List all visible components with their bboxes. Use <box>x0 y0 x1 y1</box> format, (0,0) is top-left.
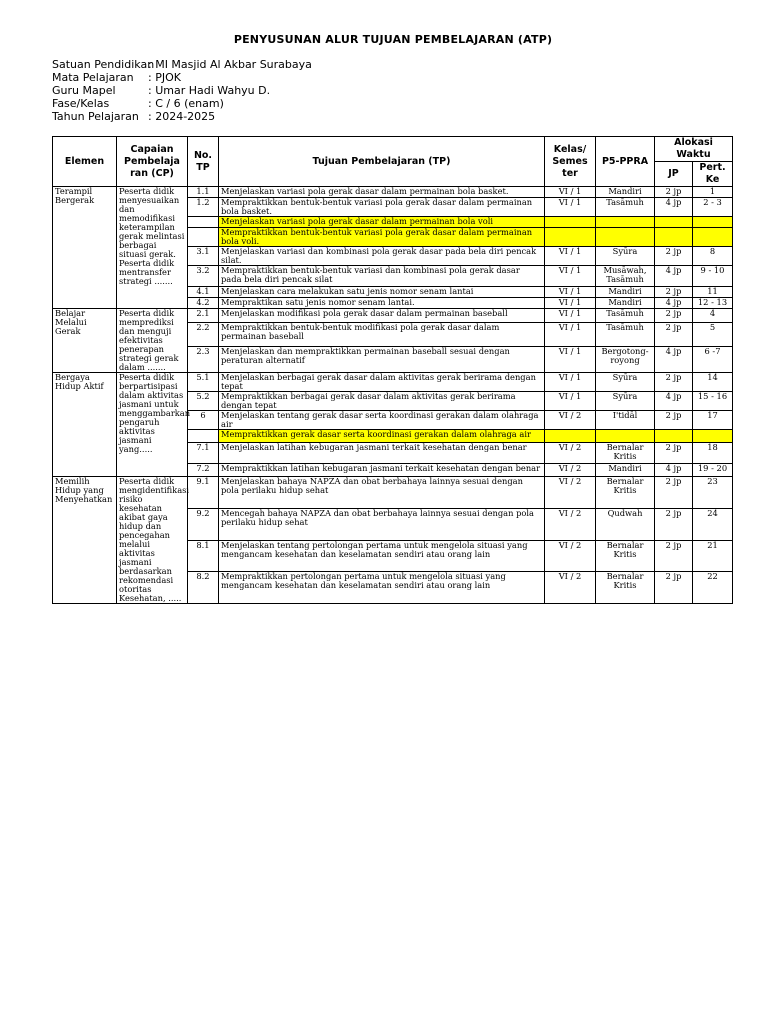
tp-text: Menjelaskan variasi dan kombinasi pola gerak dasar pada bela diri pencak silat. <box>219 247 545 266</box>
header-tp: Tujuan Pembelajaran (TP) <box>219 137 545 187</box>
pertemuan-ke <box>693 228 733 247</box>
info-row <box>52 71 312 84</box>
tp-number: 8.2 <box>188 572 219 604</box>
kelas-semester: VI / 2 <box>545 477 596 509</box>
pertemuan-ke: 6 -7 <box>693 346 733 372</box>
info-label: Guru Mapel <box>52 84 116 97</box>
jp-value: 2 jp <box>655 443 693 464</box>
tp-number: 2.1 <box>188 309 219 323</box>
header-jp: JP <box>655 162 693 187</box>
tp-text: Menjelaskan cara melakukan satu jenis nomor senam lantai <box>219 287 545 298</box>
p5-ppra: Bernalar Kritis <box>596 540 655 572</box>
kelas-semester: VI / 1 <box>545 187 596 198</box>
jp-value: 2 jp <box>655 247 693 266</box>
pertemuan-ke: 12 - 13 <box>693 298 733 309</box>
info-row <box>52 110 312 123</box>
kelas-semester: VI / 1 <box>545 392 596 411</box>
elemen-cell: Memilih Hidup yang Menyehatkan <box>53 477 117 604</box>
header-alokasi: Alokasi Waktu <box>655 137 733 162</box>
tp-text: Menjelaskan berbagai gerak dasar dalam aktivitas gerak berirama dengan tepat <box>219 373 545 392</box>
pertemuan-ke: 22 <box>693 572 733 604</box>
pertemuan-ke: 5 <box>693 322 733 346</box>
p5-ppra: Qudwah <box>596 508 655 540</box>
p5-ppra: Bernalar Kritis <box>596 572 655 604</box>
pertemuan-ke: 2 - 3 <box>693 198 733 217</box>
tp-text: Menjelaskan latihan kebugaran jasmani terkait kesehatan dengan benar <box>219 443 545 464</box>
tp-text: Menjelaskan modifikasi pola gerak dasar dalam permainan baseball <box>219 309 545 323</box>
pertemuan-ke <box>693 430 733 443</box>
p5-ppra: Syūra <box>596 392 655 411</box>
tp-number: 7.2 <box>188 464 219 477</box>
p5-ppra: Syūra <box>596 373 655 392</box>
tp-text: Mempraktikkan bentuk-bentuk variasi pola gerak dasar dalam permainan bola voli. <box>219 228 545 247</box>
jp-value: 2 jp <box>655 477 693 509</box>
tp-number: 3.1 <box>188 247 219 266</box>
jp-value: 2 jp <box>655 309 693 323</box>
jp-value: 2 jp <box>655 508 693 540</box>
pertemuan-ke: 15 - 16 <box>693 392 733 411</box>
info-value: : 2024-2025 <box>148 110 216 123</box>
page-title: PENYUSUNAN ALUR TUJUAN PEMBELAJARAN (ATP) <box>233 33 553 46</box>
info-value: : PJOK <box>148 71 181 84</box>
tp-number: 1.1 <box>188 187 219 198</box>
pertemuan-ke: 1 <box>693 187 733 198</box>
pertemuan-ke: 19 - 20 <box>693 464 733 477</box>
tp-number: 3.2 <box>188 266 219 287</box>
pertemuan-ke: 9 - 10 <box>693 266 733 287</box>
tp-number: 1.2 <box>188 198 219 217</box>
tp-text: Menjelaskan variasi pola gerak dasar dalam permainan bola voli <box>219 217 545 228</box>
p5-ppra: Mandiri <box>596 187 655 198</box>
tp-number: 2.2 <box>188 322 219 346</box>
info-label: Satuan Pendidikan <box>52 58 155 71</box>
p5-ppra: Tasāmuh <box>596 309 655 323</box>
pertemuan-ke: 23 <box>693 477 733 509</box>
jp-value: 4 jp <box>655 392 693 411</box>
info-value: : C / 6 (enam) <box>148 97 224 110</box>
p5-ppra: Tasāmuh <box>596 198 655 217</box>
jp-value <box>655 228 693 247</box>
tp-number: 4.1 <box>188 287 219 298</box>
jp-value: 2 jp <box>655 373 693 392</box>
tp-number: 7.1 <box>188 443 219 464</box>
jp-value: 2 jp <box>655 411 693 430</box>
jp-value <box>655 217 693 228</box>
header-kelas: Kelas/ Semes ter <box>545 137 596 187</box>
kelas-semester: VI / 2 <box>545 540 596 572</box>
tp-text: Mempraktikkan bentuk-bentuk variasi pola gerak dasar dalam permainan bola basket. <box>219 198 545 217</box>
tp-number: 2.3 <box>188 346 219 372</box>
tp-number: 6 <box>188 411 219 430</box>
header-p5: P5-PPRA <box>596 137 655 187</box>
jp-value <box>655 430 693 443</box>
info-label: Fase/Kelas <box>52 97 110 110</box>
jp-value: 2 jp <box>655 572 693 604</box>
cp-cell: Peserta didik berpartisipasi dalam aktivitas jasmani untuk menggambarkan pengaruh aktivitas jasmani yang..... <box>117 373 188 477</box>
jp-value: 2 jp <box>655 322 693 346</box>
p5-ppra: Mandiri <box>596 464 655 477</box>
header-cp: Capaian Pembelaja ran (CP) <box>117 137 188 187</box>
pertemuan-ke: 18 <box>693 443 733 464</box>
tp-text: Mempraktikkan gerak dasar serta koordinasi gerakan dalam olahraga air <box>219 430 545 443</box>
header-elemen: Elemen <box>53 137 117 187</box>
kelas-semester <box>545 228 596 247</box>
cp-cell: Peserta didik memprediksi dan menguji efektivitas penerapan strategi gerak dalam ....... <box>117 309 188 373</box>
p5-ppra: Bergotong-royong <box>596 346 655 372</box>
pertemuan-ke <box>693 217 733 228</box>
elemen-cell: Belajar Melalui Gerak <box>53 309 117 373</box>
pertemuan-ke: 24 <box>693 508 733 540</box>
p5-ppra: Mandiri <box>596 298 655 309</box>
kelas-semester: VI / 2 <box>545 572 596 604</box>
pertemuan-ke: 8 <box>693 247 733 266</box>
tp-text: Mempraktikkan bentuk-bentuk variasi dan kombinasi pola gerak dasar pada bela diri pencak silat <box>219 266 545 287</box>
tp-number: 5.1 <box>188 373 219 392</box>
pertemuan-ke: 17 <box>693 411 733 430</box>
pertemuan-ke: 4 <box>693 309 733 323</box>
jp-value: 4 jp <box>655 266 693 287</box>
info-row <box>52 58 312 71</box>
pertemuan-ke: 11 <box>693 287 733 298</box>
kelas-semester: VI / 2 <box>545 411 596 430</box>
table-row <box>53 187 733 198</box>
p5-ppra: Bernalar Kritis <box>596 443 655 464</box>
p5-ppra: Musāwah, Tasāmuh <box>596 266 655 287</box>
table-row <box>53 309 733 323</box>
p5-ppra <box>596 228 655 247</box>
kelas-semester <box>545 217 596 228</box>
kelas-semester: VI / 1 <box>545 298 596 309</box>
kelas-semester <box>545 430 596 443</box>
pertemuan-ke: 21 <box>693 540 733 572</box>
p5-ppra: Syūra <box>596 247 655 266</box>
info-label: Mata Pelajaran <box>52 71 134 84</box>
kelas-semester: VI / 2 <box>545 508 596 540</box>
jp-value: 4 jp <box>655 464 693 477</box>
kelas-semester: VI / 1 <box>545 322 596 346</box>
jp-value: 4 jp <box>655 198 693 217</box>
jp-value: 2 jp <box>655 187 693 198</box>
p5-ppra: Mandiri <box>596 287 655 298</box>
p5-ppra <box>596 430 655 443</box>
info-row <box>52 97 312 110</box>
table-row <box>53 373 733 392</box>
tp-text: Menjelaskan dan mempraktikkan permainan baseball sesuai dengan peraturan alternatif <box>219 346 545 372</box>
jp-value: 4 jp <box>655 298 693 309</box>
info-value: : MI Masjid Al Akbar Surabaya <box>148 58 312 71</box>
info-label: Tahun Pelajaran <box>52 110 139 123</box>
jp-value: 2 jp <box>655 540 693 572</box>
tp-text: Menjelaskan bahaya NAPZA dan obat berbahaya lainnya sesuai dengan pola perilaku hidup sehat <box>219 477 545 509</box>
tp-number <box>188 430 219 443</box>
elemen-cell: Terampil Bergerak <box>53 187 117 309</box>
kelas-semester: VI / 1 <box>545 266 596 287</box>
p5-ppra: I'tidāl <box>596 411 655 430</box>
tp-text: Mempraktikkan berbagai gerak dasar dalam aktivitas gerak berirama dengan tepat <box>219 392 545 411</box>
tp-text: Mempraktikan satu jenis nomor senam lantai. <box>219 298 545 309</box>
cp-cell: Peserta didik menyesuaikan dan memodifikasi keterampilan gerak melintasi berbagai situasi gerak. Peserta didik mentransfer strategi ....... <box>117 187 188 309</box>
info-row <box>52 84 312 97</box>
tp-number: 8.1 <box>188 540 219 572</box>
tp-number <box>188 217 219 228</box>
pertemuan-ke: 14 <box>693 373 733 392</box>
p5-ppra: Bernalar Kritis <box>596 477 655 509</box>
tp-text: Mempraktikkan pertolongan pertama untuk mengelola situasi yang mengancam kesehatan dan keselamatan sendiri atau orang lain <box>219 572 545 604</box>
header-no-tp: No. TP <box>188 137 219 187</box>
kelas-semester: VI / 1 <box>545 373 596 392</box>
kelas-semester: VI / 2 <box>545 443 596 464</box>
jp-value: 2 jp <box>655 287 693 298</box>
cp-cell: Peserta didik mengidentifikasi risiko kesehatan akibat gaya hidup dan pencegahan melalui aktivitas jasmani berdasarkan rekomendasi otoritas Kesehatan, ..... <box>117 477 188 604</box>
tp-number: 9.1 <box>188 477 219 509</box>
tp-text: Mempraktikkan bentuk-bentuk modifikasi pola gerak dasar dalam permainan baseball <box>219 322 545 346</box>
table-row <box>53 477 733 509</box>
p5-ppra <box>596 217 655 228</box>
atp-table <box>52 136 733 604</box>
tp-text: Menjelaskan variasi pola gerak dasar dalam permainan bola basket. <box>219 187 545 198</box>
elemen-cell: Bergaya Hidup Aktif <box>53 373 117 477</box>
kelas-semester: VI / 1 <box>545 309 596 323</box>
tp-text: Menjelaskan tentang gerak dasar serta koordinasi gerakan dalam olahraga air <box>219 411 545 430</box>
kelas-semester: VI / 1 <box>545 346 596 372</box>
p5-ppra: Tasāmuh <box>596 322 655 346</box>
tp-number: 4.2 <box>188 298 219 309</box>
document-info <box>52 58 312 123</box>
jp-value: 4 jp <box>655 346 693 372</box>
kelas-semester: VI / 1 <box>545 287 596 298</box>
header-pert: Pert. Ke <box>693 162 733 187</box>
tp-number: 5.2 <box>188 392 219 411</box>
kelas-semester: VI / 1 <box>545 247 596 266</box>
tp-text: Mencegah bahaya NAPZA dan obat berbahaya lainnya sesuai dengan pola perilaku hidup sehat <box>219 508 545 540</box>
tp-text: Menjelaskan tentang pertolongan pertama untuk mengelola situasi yang mengancam kesehatan dan keselamatan sendiri atau orang lain <box>219 540 545 572</box>
kelas-semester: VI / 2 <box>545 464 596 477</box>
kelas-semester: VI / 1 <box>545 198 596 217</box>
info-value: : Umar Hadi Wahyu D. <box>148 84 271 97</box>
tp-number: 9.2 <box>188 508 219 540</box>
tp-text: Mempraktikkan latihan kebugaran jasmani terkait kesehatan dengan benar <box>219 464 545 477</box>
tp-number <box>188 228 219 247</box>
